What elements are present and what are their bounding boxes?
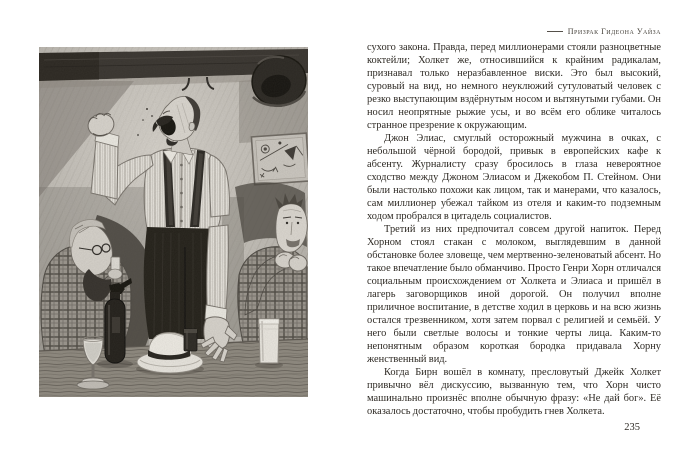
paragraph-3: Третий из них предпочитал совсем другой напиток. Перед Хорном стоял стакан с молоком, выглядевшим в данной обстановке более зловеще, чем мертвенно-зеленоватый абсент. Но такое впечатление было обманчиво. Просто Генри Хорн отличался социальным происхождением от Холкета и Элиаса и пришёл в лагерь заговорщиков иной дорогой. Он получил вполне приличное воспитание, в детстве ходил в церковь и на всю жизнь остался трезвенником, хотя затем порвал с религией и семьёй. У него были светлые волосы и тонкие черты лица. Каким-то непонятным образом короткая бородка придавала Хорну женственный вид. (367, 224, 661, 365)
page-number: 235 (624, 422, 640, 433)
right-page (340, 0, 680, 466)
paragraph-4: Когда Бирн вошёл в комнату, пресловутый Джейк Холкет привычно вёл дискуссию, вызванную тем, что Хорн чисто машинально произнёс вполне обычную фразу: «Не дай бог». Её оказалось достаточно, чтобы пробудить гнев Холкета. (367, 367, 661, 417)
header-rule-line (547, 31, 563, 32)
book-illustration (39, 47, 308, 397)
pencil-grain-overlay (39, 47, 308, 397)
running-header-title: Призрак Гидеона Уайза (567, 27, 661, 36)
text-block (367, 41, 661, 418)
paragraph-1: сухого закона. Правда, перед миллионерами стояли разноцветные коктейли; Холкет же, относившийся к крайним радикалам, признавал только неразбавленное виски. Это был высокий, суровый на вид, но немного неуклюжий сутуловатый человек с резко выступающим вздёрнутым носом и вытянутыми губами. Он носил неопрятные рыжие усы, и во всём его облике читалось странное презрение к окружающим. (367, 42, 661, 131)
paragraph-2: Джон Элиас, смуглый осторожный мужчина в очках, с небольшой чёрной бородой, привык в европейских кафе к абсенту. Журналисту сразу бросилось в глаза невероятное сходство между Джоном Элиасом и Джекобом П. Стейном. Они были настолько похожи как лицом, так и манерами, что казалось, сам миллионер убежал тайком из отеля и каким-то подземным ходом пробрался в цитадель социалистов. (367, 133, 661, 222)
illustration-canvas (39, 47, 308, 397)
running-header (367, 27, 661, 36)
